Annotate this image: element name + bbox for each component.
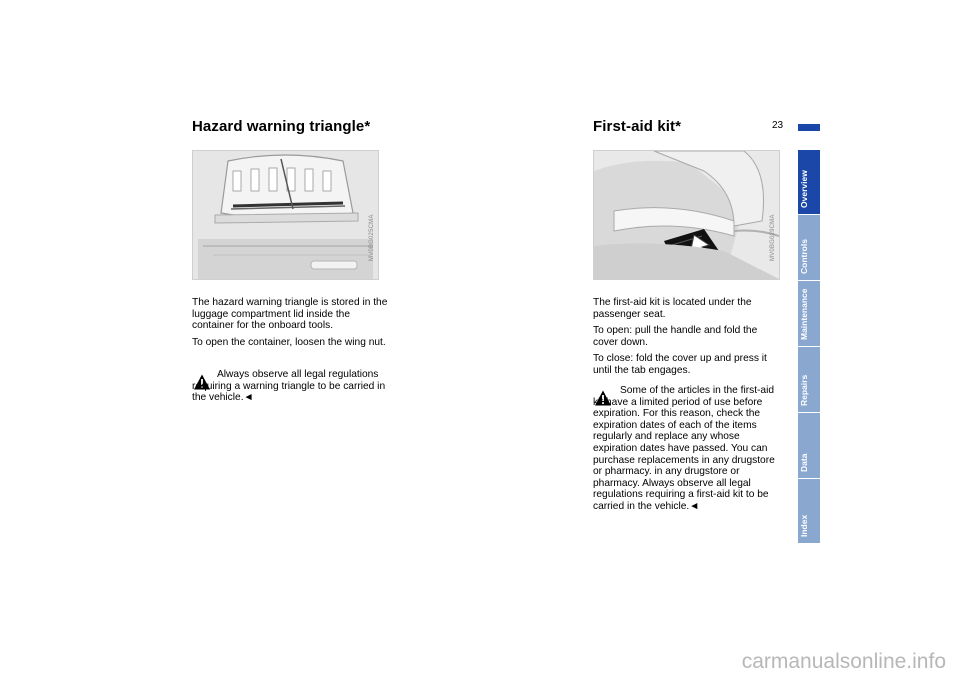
first-aid-kit-body xyxy=(593,297,783,382)
hazard-triangle-figure xyxy=(192,150,379,280)
figure-code: MV0BG025CMA xyxy=(369,214,375,261)
paragraph: The first-aid kit is located under the passenger seat. xyxy=(593,297,752,320)
paragraph: The hazard warning triangle is stored in the luggage compartment lid inside the container for the onboard tools. xyxy=(192,297,388,332)
tab-overview[interactable] xyxy=(798,150,820,215)
hazard-triangle-illustration xyxy=(193,151,378,279)
page-number: 23 xyxy=(772,120,784,131)
hazard-triangle-warning: Always observe all legal regulations requiring a warning triangle to be carried in the vehicle.◄ xyxy=(192,369,386,404)
first-aid-kit-illustration xyxy=(594,151,779,279)
tab-label: Data xyxy=(799,453,809,472)
tab-maintenance[interactable] xyxy=(798,281,820,347)
section-title-first-aid-kit: First-aid kit* xyxy=(593,118,682,135)
paragraph: To open: pull the handle and fold the cover down. xyxy=(593,325,758,348)
paragraph: To close: fold the cover up and press it until the tab engages. xyxy=(593,353,767,376)
section-title-hazard-triangle: Hazard warning triangle* xyxy=(192,118,371,135)
tab-repairs[interactable] xyxy=(798,347,820,413)
paragraph: To open the container, loosen the wing nut. xyxy=(192,336,386,348)
tab-label: Repairs xyxy=(799,374,809,406)
first-aid-kit-figure xyxy=(593,150,780,280)
figure-code: MV0BG029CMA xyxy=(770,214,776,261)
tab-label: Controls xyxy=(799,239,809,274)
tab-label: Overview xyxy=(799,170,809,208)
hazard-triangle-body xyxy=(192,297,388,353)
page-marker xyxy=(798,124,820,131)
tab-data[interactable] xyxy=(798,413,820,479)
footer-watermark: carmanualsonline.info xyxy=(741,650,946,673)
tab-label: Maintenance xyxy=(799,288,809,340)
footer xyxy=(0,650,960,678)
tab-index[interactable] xyxy=(798,479,820,544)
first-aid-kit-warning: Some of the articles in the first-aid kit have a limited period of use before expiration. For this reason, check the expiration dates of each of the items regularly and replace any whose expiration dates have passed. You can purchase replacements in any drugstore or pharmacy. in any drugstore or pharmacy. Always observe all legal regulations requiring a first-aid kit to be carried in the vehicle.◄ xyxy=(593,385,775,512)
tab-label: Index xyxy=(799,514,809,537)
tab-controls[interactable] xyxy=(798,215,820,281)
